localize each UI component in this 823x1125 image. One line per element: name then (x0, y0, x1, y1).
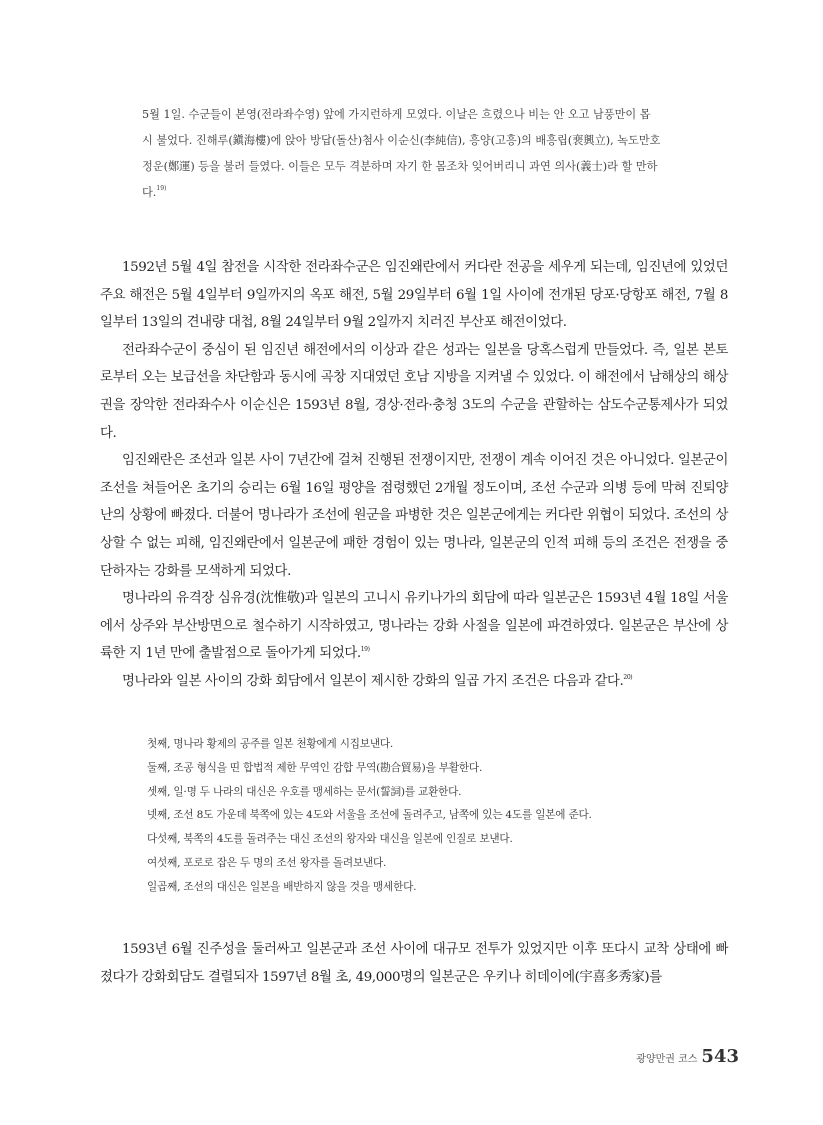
paragraph (100, 254, 728, 337)
footnote-marker: 19) (360, 646, 370, 654)
footer-label: 광양만권 코스 (636, 1054, 698, 1065)
condition-item: 셋째, 일·명 두 나라의 대신은 우호를 맹세하는 문서(誓詞)를 교환한다. (147, 785, 462, 798)
body-text (100, 254, 728, 696)
page-footer (636, 1046, 739, 1067)
footnote-marker: 19) (156, 185, 167, 192)
conditions-list (147, 733, 707, 900)
block-quote (142, 102, 702, 206)
paragraph-text: 명나라와 일본 사이의 강화 회담에서 일본이 제시한 강화의 일곱 가지 조건은 다음과 같다. (122, 673, 624, 689)
paragraph (100, 585, 728, 668)
condition-item: 일곱째, 조선의 대신은 일본을 배반하지 않을 것을 맹세한다. (147, 880, 417, 893)
paragraph-text: 명나라의 유격장 심유경(沈惟敬)과 일본의 고니시 유키나가의 회담에 따라 일본군은 1593년 4월 18일 서울에서 상주와 부산방면으로 철수하기 시작하였고, 명나라는 강화 사절을 일본에 파견하였다. 일본군은 부산에 상륙한 지 1년 만에 출발점으로 돌아가게 되었다. (100, 591, 728, 662)
paragraph-text: 전라좌수군이 중심이 된 임진년 해전에서의 이상과 같은 성과는 일본을 당혹스럽게 만들었다. 즉, 일본 본토로부터 오는 보급선을 차단함과 동시에 곡창 지대였던 호남 지방을 지켜낼 수 있었다. 이 해전에서 남해상의 해상권을 장악한 전라좌수사 이순신은 1593년 8월, 경상·전라·충청 3도의 수군을 관할하는 삼도수군통제사가 되었다. (100, 342, 728, 441)
page-number: 543 (701, 1046, 739, 1067)
paragraph-text: 1593년 6월 진주성을 둘러싸고 일본군과 조선 사이에 대규모 전투가 있었지만 이후 또다시 교착 상태에 빠졌다가 강화회담도 결렬되자 1597년 8월 초, 49,000명의 일본군은 우키나 히데이에(宇喜多秀家)를 (100, 942, 728, 985)
quote-line-text: 다. (142, 186, 157, 199)
paragraph (100, 447, 728, 585)
condition-item: 첫째, 명나라 황제의 공주를 일본 천황에게 시집보낸다. (147, 738, 394, 750)
quote-line: 시 불었다. 진해루(鎭海樓)에 앉아 방답(돌산)첨사 이순신(李純信), 흥양(고흥)의 배흥립(裵興立), 녹도만호 (142, 134, 661, 147)
quote-line: 정운(鄭運) 등을 불러 들였다. 이들은 모두 격분하며 자기 한 몸조차 잊어버리니 과연 의사(義士)라 할 만하 (142, 160, 658, 173)
paragraph (100, 337, 728, 447)
footnote-marker: 20) (623, 673, 633, 681)
condition-item: 다섯째, 북쪽의 4도를 돌려주는 대신 조선의 왕자와 대신을 일본에 인질로 보낸다. (147, 833, 513, 846)
quote-line: 5월 1일. 수군들이 본영(전라좌수영) 앞에 가지런하게 모였다. 이날은 흐렸으나 비는 안 오고 남풍만이 몹 (142, 108, 651, 121)
paragraph (100, 668, 728, 696)
paragraph-text: 1592년 5월 4일 참전을 시작한 전라좌수군은 임진왜란에서 커다란 전공을 세우게 되는데, 임진년에 있었던 주요 해전은 5월 4일부터 9일까지의 옥포 해전, 5월 29일부터 6월 1일 사이에 전개된 당포·당항포 해전, 7월 8일부터 13일의 견내량 대첩, 8월 24일부터 9월 2일까지 치러진 부산포 해전이었다. (100, 260, 728, 331)
condition-item: 여섯째, 포로로 잡은 두 명의 조선 왕자를 돌려보낸다. (147, 856, 387, 869)
quote-line (142, 180, 702, 206)
paragraph-text: 임진왜란은 조선과 일본 사이 7년간에 걸쳐 진행된 전쟁이지만, 전쟁이 계속 이어진 것은 아니었다. 일본군이 조선을 쳐들어온 초기의 승리는 6월 16일 평양을 점령했던 2개월 정도이며, 조선 수군과 의병 등에 막혀 진퇴양난의 상황에 빠졌다. 더불어 명나라가 조선에 원군을 파병한 것은 일본군에게는 커다란 위협이 되었다. 조선의 상상할 수 없는 피해, 임진왜란에서 일본군에 패한 경험이 있는 명나라, 일본군의 인적 피해 등의 조건은 전쟁을 중단하자는 강화를 모색하게 되었다. (100, 453, 728, 579)
condition-item: 둘째, 조공 형식을 띤 합법적 제한 무역인 감합 무역(勘合貿易)을 부활한다. (147, 761, 483, 774)
condition-item: 넷째, 조선 8도 가운데 북쪽에 있는 4도와 서울을 조선에 돌려주고, 남쪽에 있는 4도를 일본에 준다. (147, 809, 592, 822)
paragraph (100, 936, 728, 991)
body-text-continued (100, 936, 728, 991)
